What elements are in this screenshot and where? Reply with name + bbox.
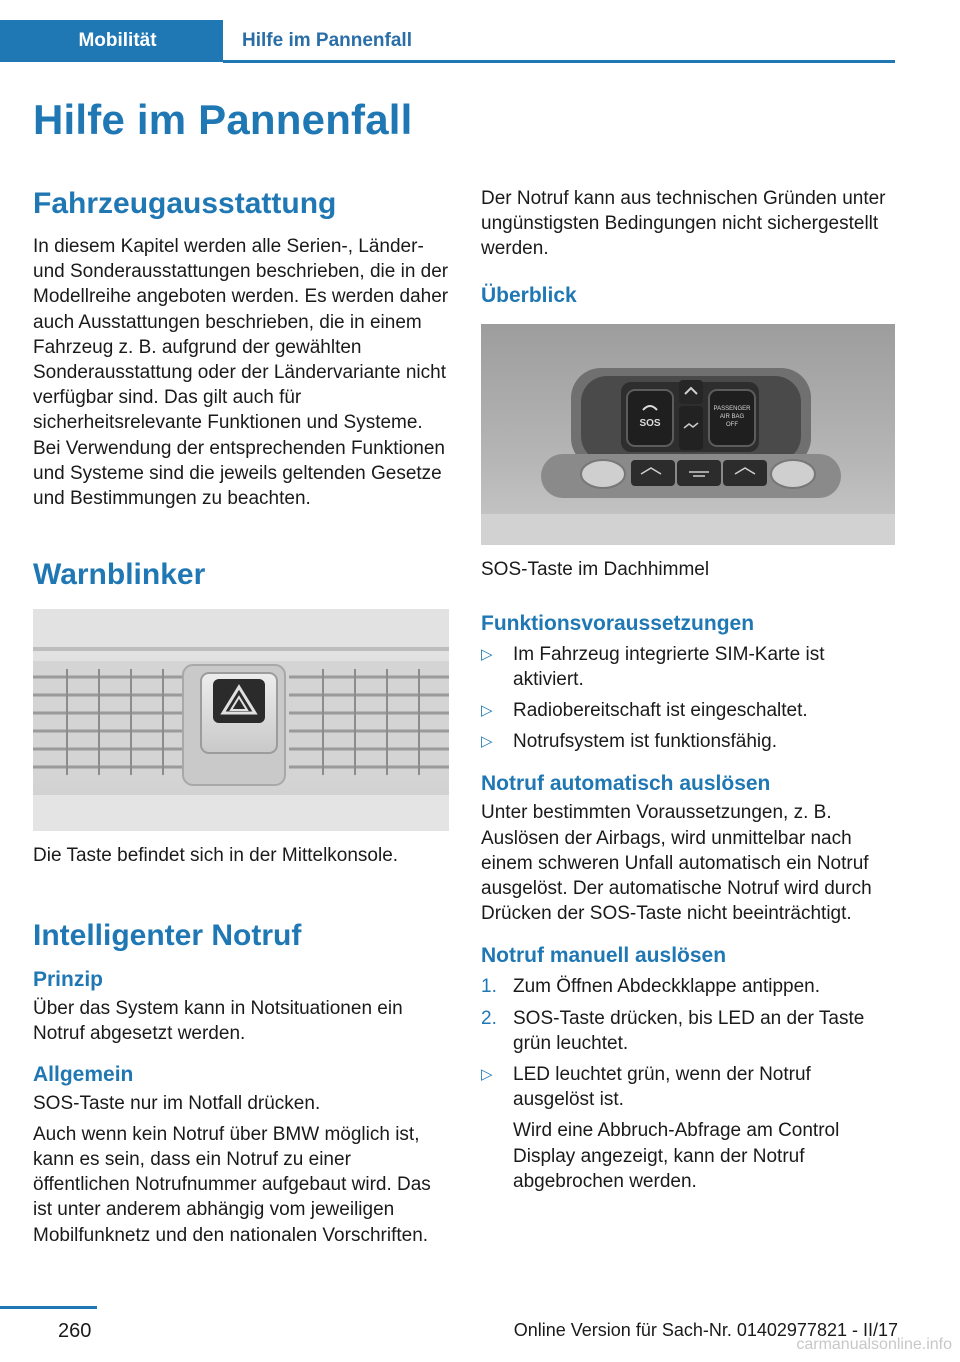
passenger-label: PASSENGER <box>713 405 751 412</box>
list-item <box>481 642 897 692</box>
sos-label: SOS <box>639 417 661 429</box>
hazard-console-illustration <box>33 609 449 831</box>
list-item <box>481 698 897 723</box>
list-marker: ▷ <box>481 733 493 751</box>
principle-text: Über das System kann in Notsituationen ein Notruf abgesetzt werden. <box>33 998 403 1045</box>
list-item <box>481 974 897 999</box>
hazard-caption: Die Taste befindet sich in der Mittelkonsole. <box>33 845 399 867</box>
left-column <box>33 180 449 1248</box>
list-item-text: LED leuchtet grün, wenn der Notruf ausgelöst ist. <box>513 1064 811 1111</box>
list-item-text: Im Fahrzeug integrierte SIM-Karte ist aktiviert. <box>513 643 825 690</box>
hazard-button-image <box>33 609 449 831</box>
header-section-tab <box>0 20 223 62</box>
general-text-2: Auch wenn kein Notruf über BMW möglich ist, kann es sein, dass ein Notruf zu einer öffentlichen Notrufnummer aufgebaut wird. Das ist unter anderem abhängig vom jeweiligen Mobilfunknetz und den nationalen Vorschriften. <box>33 1123 431 1246</box>
equipment-heading: Fahrzeugausstattung <box>33 187 337 220</box>
list-item <box>481 1006 897 1056</box>
step-number: 1. <box>481 976 497 998</box>
general-heading: Allgemein <box>33 1062 134 1086</box>
right-column <box>481 180 897 1194</box>
list-marker: ▷ <box>481 1066 493 1084</box>
principle-heading: Prinzip <box>33 968 104 992</box>
header-chapter-tab <box>223 20 412 62</box>
requirements-heading: Funktionsvoraussetzungen <box>481 611 755 635</box>
roof-console-illustration <box>481 324 895 545</box>
emergency-heading: Intelligenter Notruf <box>33 919 302 953</box>
header-section-label: Mobilität <box>78 30 157 51</box>
list-item-text: Notrufsystem ist funktionsfähig. <box>513 731 777 753</box>
footer-rule <box>0 1306 97 1309</box>
page-number: 260 <box>58 1320 92 1342</box>
list-item <box>481 1062 897 1112</box>
list-item <box>481 729 897 754</box>
step-number: 2. <box>481 1007 497 1029</box>
step-text: SOS-Taste drücken, bis LED an der Taste grün leuchtet. <box>513 1007 865 1054</box>
list-marker: ▷ <box>481 645 493 663</box>
manual-steps-list <box>481 974 897 1194</box>
online-version-note: Online Version für Sach-Nr. 01402977821 - II/17 <box>513 1320 898 1340</box>
page-title: Hilfe im Pannenfall <box>33 96 413 143</box>
list-item-text: Radiobereitschaft ist eingeschaltet. <box>513 700 808 722</box>
list-marker: ▷ <box>481 702 493 720</box>
airbag-label: AIR BAG <box>719 413 745 420</box>
auto-text: Unter bestimmten Voraussetzungen, z. B. Auslösen der Airbags, wird unmittelbar nach einem schweren Unfall automatisch ein Notruf ausgelöst. Der automatische Notruf wird durch Drücken der SOS-Taste nicht beeinträchtigt. <box>481 802 872 925</box>
equipment-text: In diesem Kapitel werden alle Serien-, Länder- und Sonderausstattungen beschrieben, die in der Modellreihe angeboten werden. Es werden daher auch Ausstattungen beschrieben, die in einem Fahrzeug z. B. aufgrund der gewählten Sonderausstattung oder der Ländervariante nicht verfügbar sind. Das gilt auch für sicherheitsrelevante Funktionen und Systeme. Bei Verwendung der entsprechenden Funktionen und Systeme sind die jeweils geltenden Gesetze und Bestimmungen zu beachten. <box>33 236 449 510</box>
header-rule <box>223 60 895 63</box>
overview-heading: Überblick <box>481 283 577 307</box>
manual-heading: Notruf manuell auslösen <box>481 944 727 968</box>
step-text: Zum Öffnen Abdeckklappe antippen. <box>513 976 821 998</box>
sos-button-image <box>481 324 895 545</box>
watermark: carmanualsonline.info <box>796 1336 952 1353</box>
header-chapter-label: Hilfe im Pannenfall <box>242 30 412 51</box>
off-label: OFF <box>726 421 738 428</box>
intro-text: Der Notruf kann aus technischen Gründen unter ungünstigsten Bedingungen nicht sichergestellt werden. <box>481 188 886 260</box>
requirements-list <box>481 642 897 755</box>
sos-caption: SOS-Taste im Dachhimmel <box>481 558 710 580</box>
hazard-heading: Warnblinker <box>33 558 206 592</box>
general-text-1: SOS-Taste nur im Notfall drücken. <box>33 1092 321 1114</box>
auto-heading: Notruf automatisch auslösen <box>481 772 771 796</box>
manual-note: Wird eine Abbruch-Abfrage am Control Display angezeigt, kann der Notruf abgebrochen werden. <box>513 1120 840 1192</box>
